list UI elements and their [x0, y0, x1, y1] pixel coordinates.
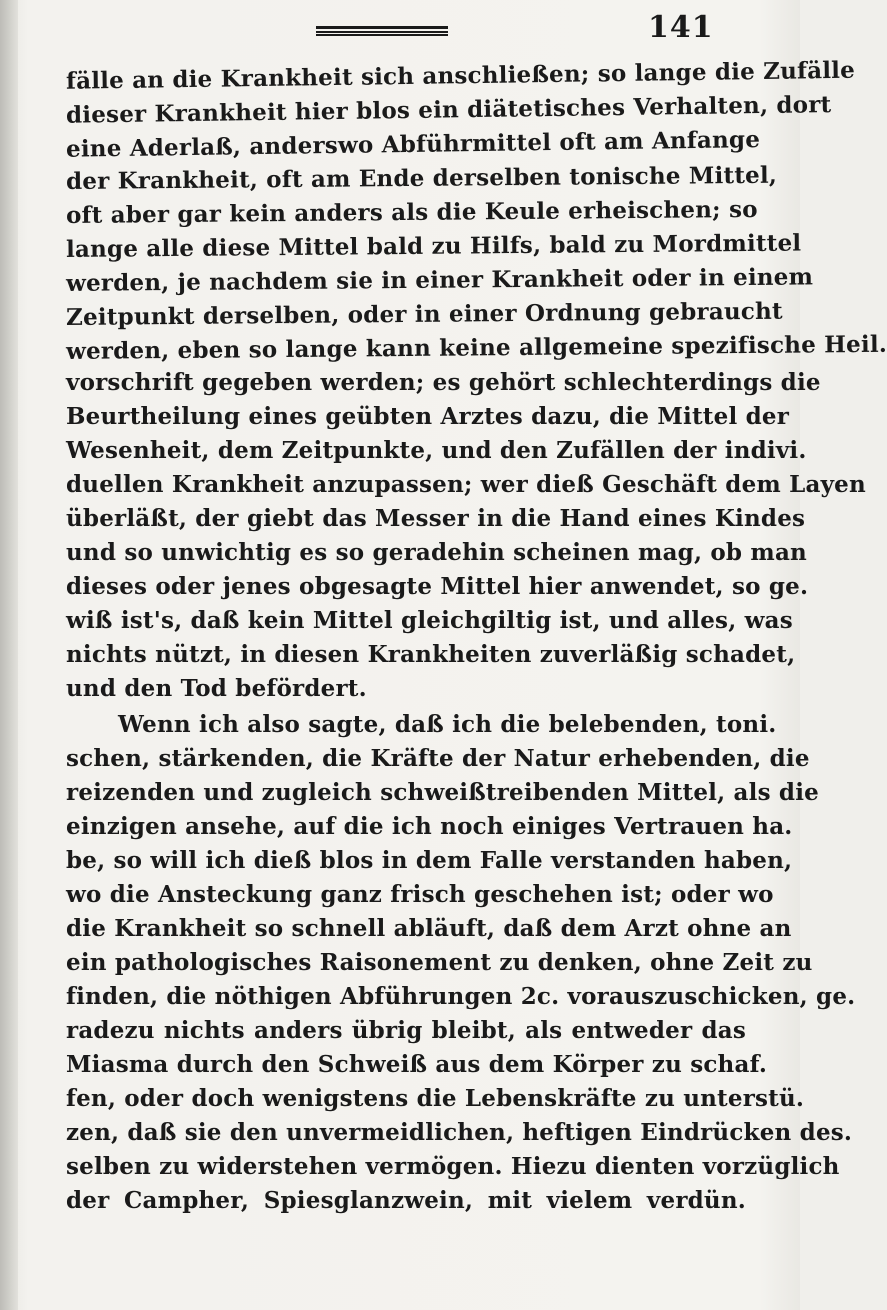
text-line: dieser Krankheit hier blos ein diätetisches Verhalten, dort: [65, 91, 832, 129]
text-line: werden, eben so lange kann keine allgemeine spezifische Heil.: [65, 330, 887, 365]
text-line: die Krankheit so schnell abläuft, daß dem Arzt ohne an: [66, 915, 792, 942]
text-line: Miasma durch den Schweiß aus dem Körper zu schaf.: [66, 1051, 768, 1078]
text-line: der Krankheit, oft am Ende derselben tonische Mittel,: [65, 161, 778, 195]
text-line: radezu nichts anders übrig bleibt, als entweder das: [66, 1017, 746, 1044]
header-rule: [316, 26, 448, 36]
paragraph-start-line: Wenn ich also sagte, daß ich die belebenden, toni.: [118, 711, 777, 738]
text-line: oft aber gar kein anders als die Keule erheischen; so: [65, 195, 758, 229]
text-line: einzigen ansehe, auf die ich noch einiges Vertrauen ha.: [66, 813, 793, 840]
text-line: lange alle diese Mittel bald zu Hilfs, bald zu Mordmittel: [65, 229, 802, 263]
text-line: be, so will ich dieß blos in dem Falle verstanden haben,: [66, 847, 793, 874]
text-line: Zeitpunkt derselben, oder in einer Ordnung gebraucht: [65, 297, 783, 331]
text-line: schen, stärkenden, die Kräfte der Natur erhebenden, die: [66, 745, 810, 772]
text-line: der Campher, Spiesglanzwein, mit vielem verdün.: [66, 1187, 746, 1214]
text-line: wo die Ansteckung ganz frisch geschehen ist; oder wo: [66, 881, 774, 908]
text-line: und so unwichtig es so geradehin scheinen mag, ob man: [66, 539, 807, 566]
text-line: wiß ist's, daß kein Mittel gleichgiltig ist, und alles, was: [66, 607, 793, 634]
text-line: fen, oder doch wenigstens die Lebenskräfte zu unterstü.: [66, 1085, 805, 1112]
text-line: selben zu widerstehen vermögen. Hiezu dienten vorzüglich: [66, 1153, 840, 1180]
text-line: nichts nützt, in diesen Krankheiten zuverläßig schadet,: [66, 641, 796, 668]
paragraph-end-line: und den Tod befördert.: [66, 675, 367, 702]
text-line: überläßt, der giebt das Messer in die Hand eines Kindes: [66, 505, 806, 532]
text-line: finden, die nöthigen Abführungen 2c. vorauszuschicken, ge.: [66, 983, 856, 1010]
book-spine-shadow: [0, 0, 18, 1310]
text-line: vorschrift gegeben werden; es gehört schlechterdings die: [66, 369, 821, 396]
text-line: dieses oder jenes obgesagte Mittel hier anwendet, so ge.: [66, 573, 809, 600]
body-text: [65, 56, 887, 1218]
text-line: werden, je nachdem sie in einer Krankheit oder in einem: [65, 263, 814, 297]
text-line: eine Aderlaß, anderswo Abführmittel oft am Anfange: [65, 126, 761, 163]
text-line: reizenden und zugleich schweißtreibenden Mittel, als die: [66, 779, 819, 806]
text-line: duellen Krankheit anzupassen; wer dieß Geschäft dem Layen: [66, 471, 866, 498]
text-line: Wesenheit, dem Zeitpunkte, und den Zufällen der indivi.: [66, 437, 807, 464]
page-number: 141: [648, 10, 714, 45]
text-line: fälle an die Krankheit sich anschließen; so lange die Zufälle: [65, 56, 856, 95]
text-line: zen, daß sie den unvermeidlichen, heftigen Eindrücken des.: [66, 1119, 853, 1146]
text-line: ein pathologisches Raisonement zu denken, ohne Zeit zu: [66, 949, 813, 976]
text-line: Beurtheilung eines geübten Arztes dazu, die Mittel der: [66, 403, 790, 430]
